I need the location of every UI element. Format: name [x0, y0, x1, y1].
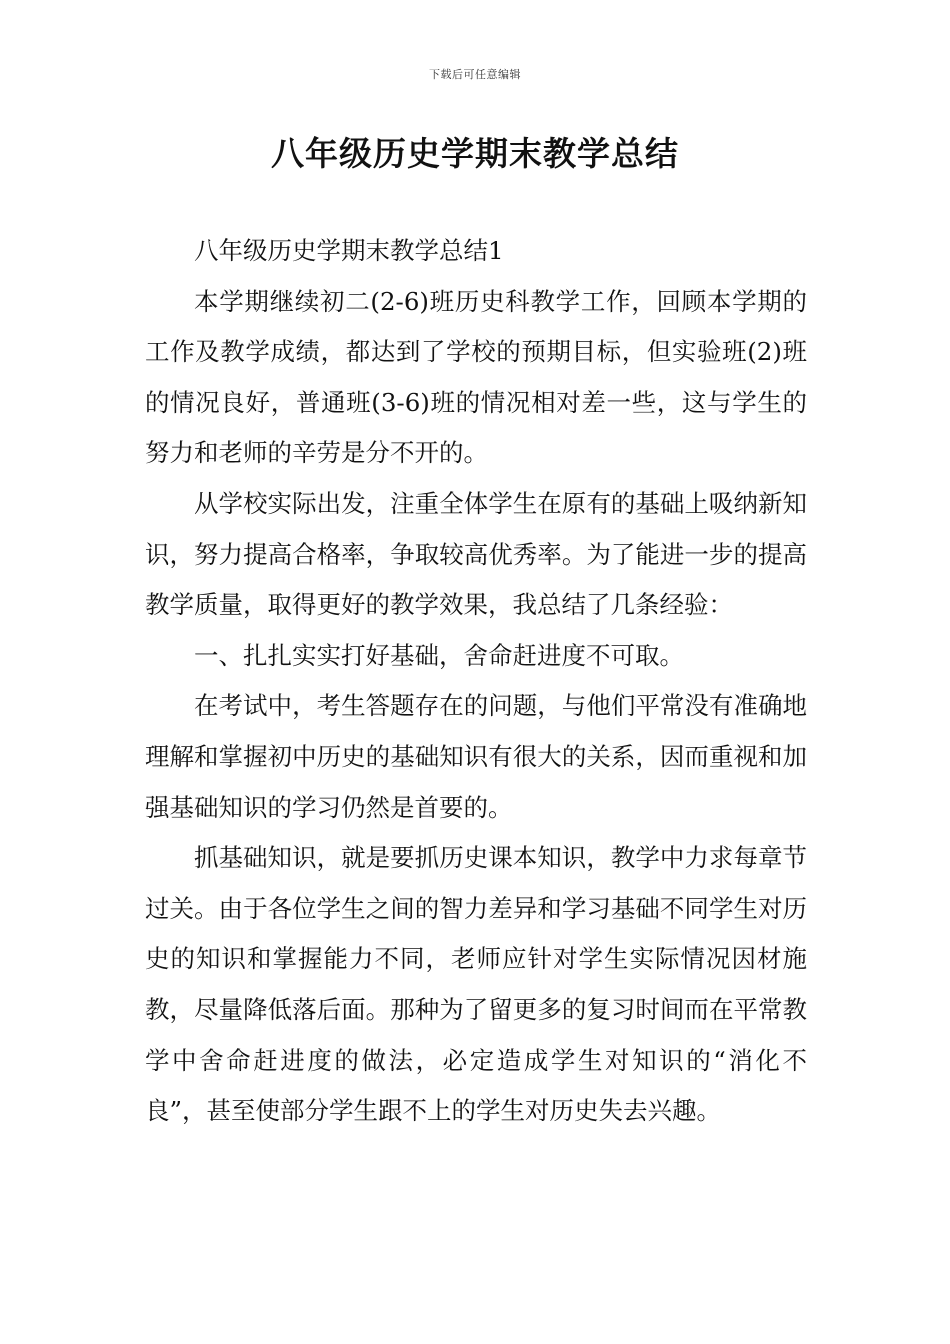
body-paragraph: 从学校实际出发，注重全体学生在原有的基础上吸纳新知识，努力提高合格率，争取较高优秀率。为了能进一步的提高教学质量，取得更好的教学效果，我总结了几条经验： — [145, 488, 807, 620]
document-title: 八年级历史学期末教学总结 — [271, 134, 679, 173]
body-paragraph: 抓基础知识，就是要抓历史课本知识，教学中力求每章节过关。由于各位学生之间的智力差异和学习基础不同学生对历史的知识和掌握能力不同，老师应针对学生实际情况因材施教，尽量降低落后面。那种为了留更多的复习时间而在平常教学中舍命赶进度的做法，必定造成学生对知识的“消化不良”，甚至使部分学生跟不上的学生对历史失去兴趣。 — [145, 843, 807, 1126]
header-note: 下载后可任意编辑 — [429, 68, 521, 81]
document-body — [145, 226, 807, 1137]
body-paragraph: 本学期继续初二(2-6)班历史科教学工作，回顾本学期的工作及教学成绩，都达到了学校的预期目标，但实验班(2)班的情况良好，普通班(3-6)班的情况相对差一些，这与学生的努力和老师的辛劳是分不开的。 — [145, 286, 807, 468]
body-paragraph: 在考试中，考生答题存在的问题，与他们平常没有准确地理解和掌握初中历史的基础知识有很大的关系，因而重视和加强基础知识的学习仍然是首要的。 — [145, 691, 807, 822]
subtitle-paragraph: 八年级历史学期末教学总结1 — [194, 236, 504, 265]
section-heading: 一、扎扎实实打好基础，舍命赶进度不可取。 — [194, 640, 684, 670]
